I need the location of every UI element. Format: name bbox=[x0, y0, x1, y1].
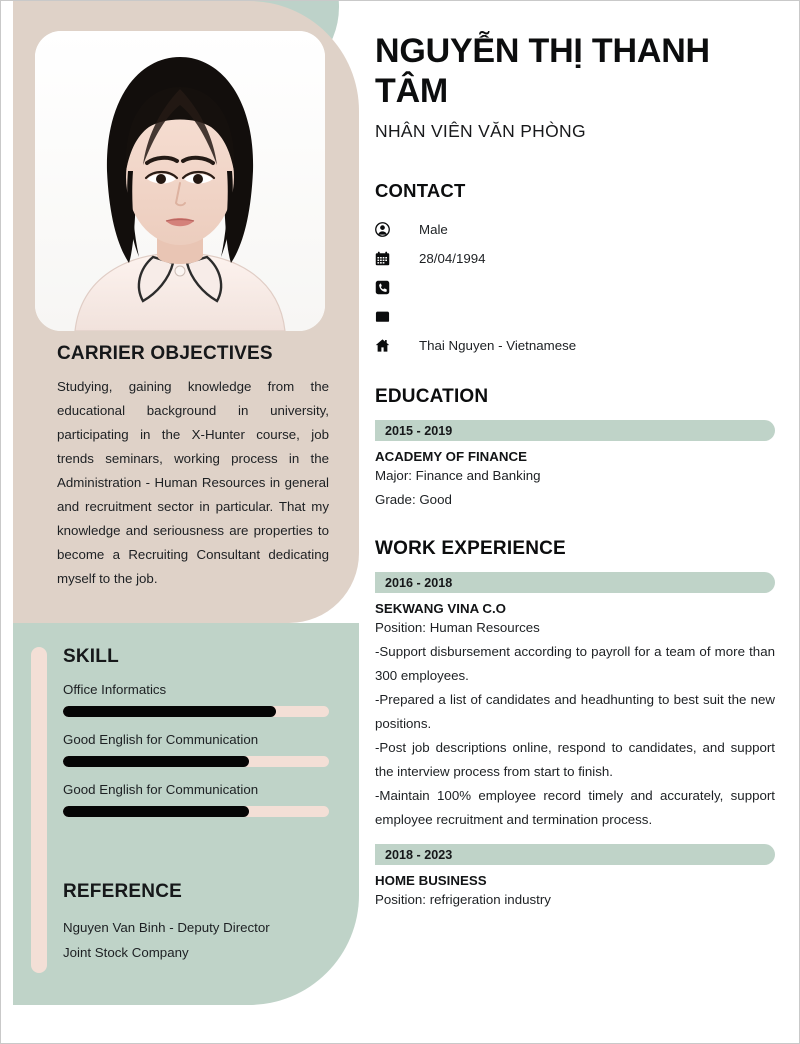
objectives-title: CARRIER OBJECTIVES bbox=[57, 343, 273, 364]
contact-value-birthdate: 28/04/1994 bbox=[419, 251, 486, 266]
contact-row-address bbox=[375, 331, 775, 360]
work-entry bbox=[375, 844, 775, 912]
portrait-photo bbox=[35, 31, 325, 331]
skill-section bbox=[13, 646, 359, 832]
education-detail: Grade: Good bbox=[375, 492, 452, 507]
job-role-subtitle: NHÂN VIÊN VĂN PHÒNG bbox=[375, 121, 586, 141]
work-bullet: -Post job descriptions online, respond to candidates, and support the interview process from start to finish. bbox=[375, 740, 775, 779]
work-dates: 2018 - 2023 bbox=[385, 847, 453, 862]
work-position: Position: Human Resources bbox=[375, 620, 540, 635]
skill-progress-fill bbox=[63, 706, 276, 717]
work-bullet: -Maintain 100% employee record timely and accurately, support employee recruitment and termination process. bbox=[375, 788, 775, 827]
education-entry bbox=[375, 420, 775, 512]
skill-progress-fill bbox=[63, 806, 249, 817]
skill-item bbox=[63, 682, 329, 717]
reference-title: REFERENCE bbox=[63, 881, 182, 902]
contact-list bbox=[375, 215, 775, 360]
work-dates: 2016 - 2018 bbox=[385, 575, 453, 590]
skill-title: SKILL bbox=[63, 646, 119, 667]
calendar-icon bbox=[375, 251, 397, 266]
page-title: NGUYỄN THỊ THANH TÂM bbox=[375, 32, 710, 110]
work-date-bar bbox=[375, 844, 775, 865]
skill-progress-track bbox=[63, 756, 329, 767]
objectives-section bbox=[13, 343, 359, 591]
contact-row-birthdate bbox=[375, 244, 775, 273]
reference-line: Nguyen Van Binh - Deputy Director bbox=[63, 920, 270, 935]
objectives-body: Studying, gaining knowledge from the educational background in university, participating in the X-Hunter course, job trends seminars, working process in the Administration - Human Resources in general and recruitment sector in particular. That my knowledge and seriousness are properties to become a Recruiting Consultant dedicating myself to the job. bbox=[57, 379, 329, 586]
skill-label: Office Informatics bbox=[63, 682, 167, 697]
education-org: ACADEMY OF FINANCE bbox=[375, 449, 527, 464]
skill-label: Good English for Communication bbox=[63, 782, 259, 797]
work-position: Position: refrigeration industry bbox=[375, 892, 551, 907]
skill-item bbox=[63, 782, 329, 817]
envelope-icon bbox=[375, 309, 397, 324]
home-icon bbox=[375, 338, 397, 353]
skill-progress-fill bbox=[63, 756, 249, 767]
education-date-bar bbox=[375, 420, 775, 441]
work-org: SEKWANG VINA C.O bbox=[375, 601, 507, 616]
contact-value-gender: Male bbox=[419, 222, 448, 237]
work-org: HOME BUSINESS bbox=[375, 873, 487, 888]
person-icon bbox=[375, 222, 397, 237]
skill-item bbox=[63, 732, 329, 767]
skill-progress-track bbox=[63, 806, 329, 817]
sidebar bbox=[13, 1, 359, 1005]
work-bullet: -Prepared a list of candidates and headhunting to best suit the new positions. bbox=[375, 692, 775, 731]
work-entry bbox=[375, 572, 775, 832]
contact-value-address: Thai Nguyen - Vietnamese bbox=[419, 338, 577, 353]
work-bullet: -Support disbursement according to payroll for a team of more than 300 employees. bbox=[375, 644, 775, 683]
work-date-bar bbox=[375, 572, 775, 593]
contact-row-phone bbox=[375, 273, 775, 302]
contact-row-email bbox=[375, 302, 775, 331]
reference-line: Joint Stock Company bbox=[63, 945, 189, 960]
reference-section bbox=[13, 881, 359, 965]
education-dates: 2015 - 2019 bbox=[385, 423, 453, 438]
skill-progress-track bbox=[63, 706, 329, 717]
main-content bbox=[375, 1, 775, 912]
work-title: WORK EXPERIENCE bbox=[375, 538, 566, 559]
contact-row-gender bbox=[375, 215, 775, 244]
education-detail: Major: Finance and Banking bbox=[375, 468, 541, 483]
skill-label: Good English for Communication bbox=[63, 732, 259, 747]
phone-icon bbox=[375, 280, 397, 295]
education-title: EDUCATION bbox=[375, 386, 489, 407]
contact-title: CONTACT bbox=[375, 180, 466, 201]
